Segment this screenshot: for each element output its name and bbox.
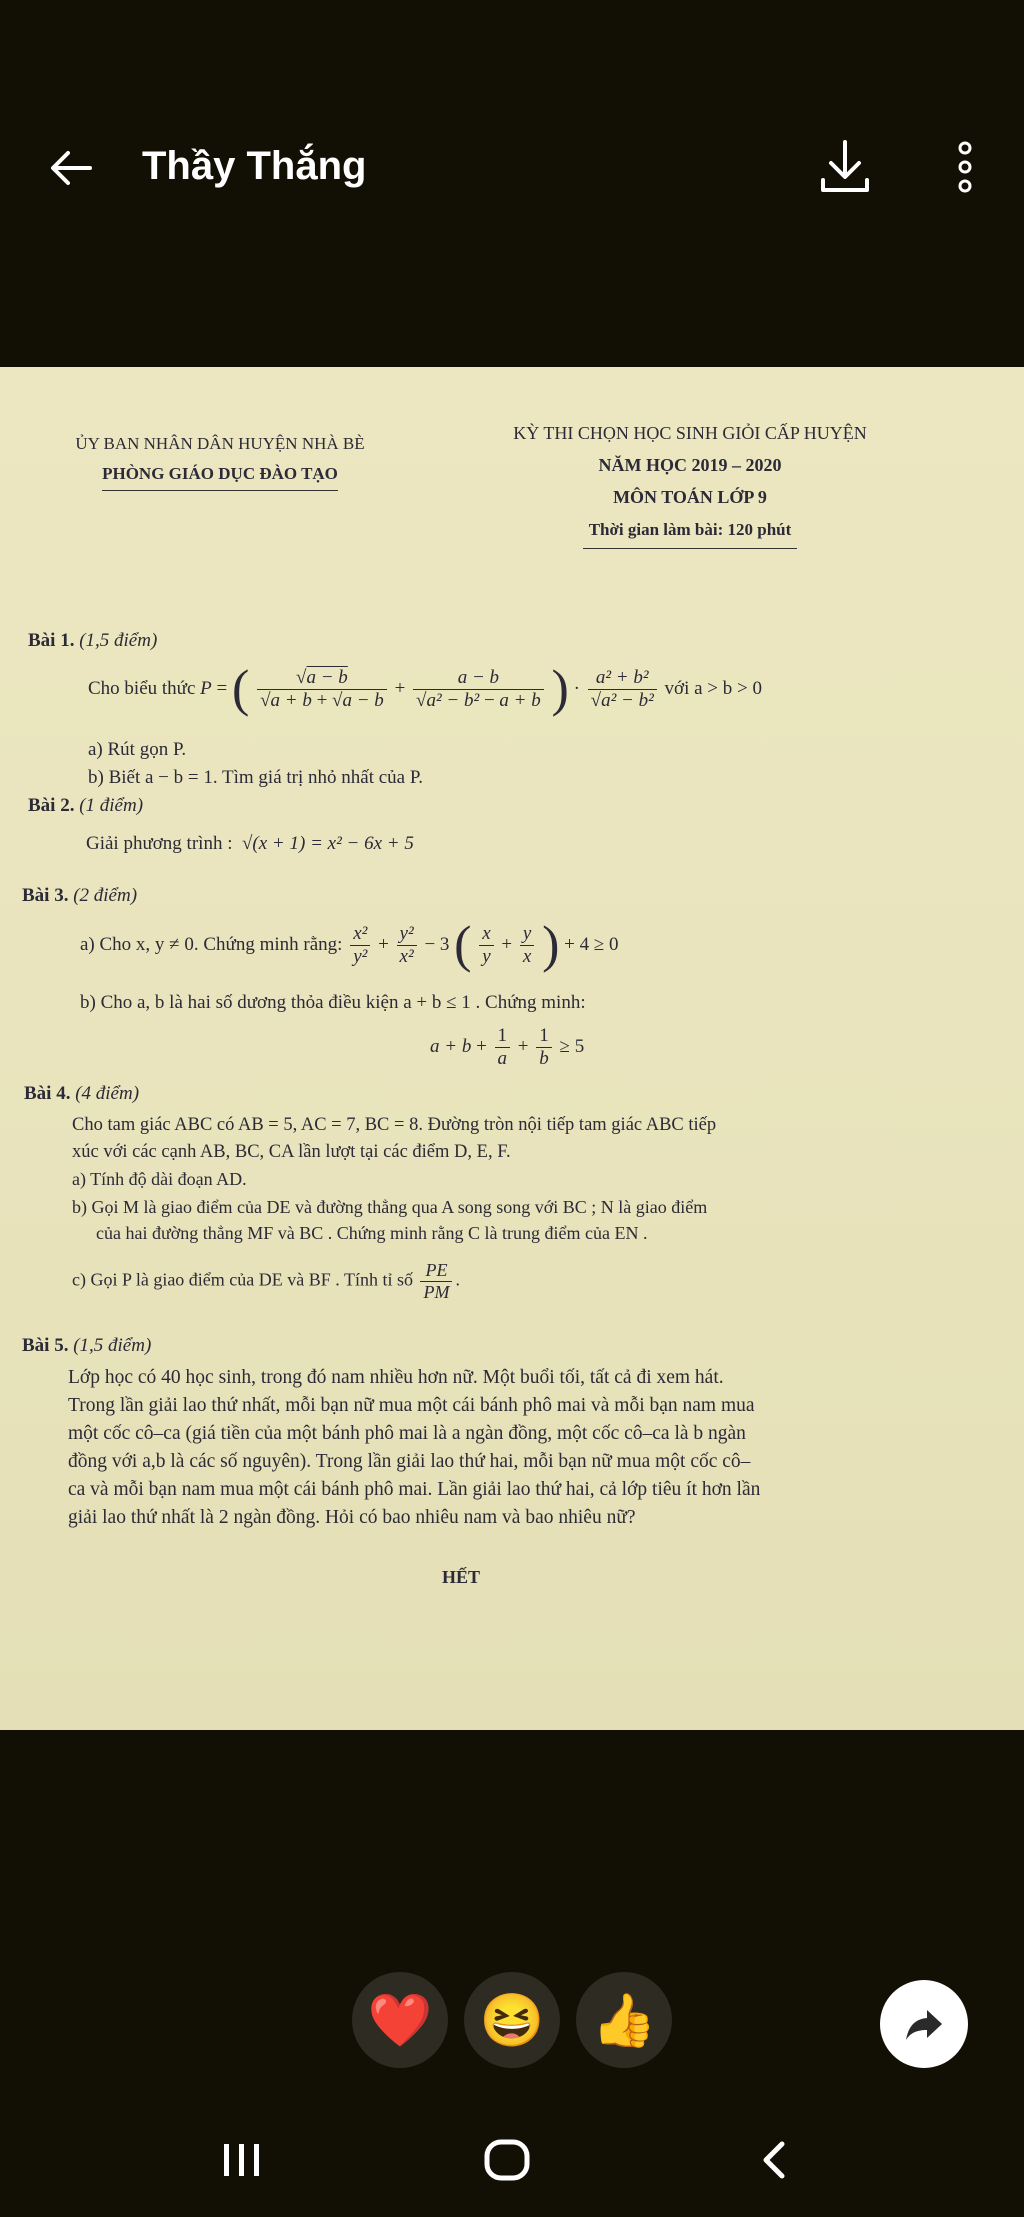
document-image[interactable] [0,367,1024,1730]
nav-back-button[interactable] [756,2130,792,2190]
home-button[interactable] [482,2130,532,2190]
home-icon [482,2130,532,2190]
subject: MÔN TOÁN LỚP 9 [613,487,767,507]
back-button[interactable] [44,140,100,196]
app-bar [0,0,1024,365]
bai5-line-1: Lớp học có 40 học sinh, trong đó nam nhiều hơn nữ. Một buổi tối, tất cả đi xem hát. [68,1367,724,1388]
reaction-laugh-button[interactable] [464,1972,560,2068]
document-header-right [430,417,950,549]
download-button[interactable] [815,136,875,200]
page-title: Thầy Thắng [142,144,367,188]
bai5-line-2: Trong lần giải lao thứ nhất, mỗi bạn nữ mua một cái bánh phô mai và mỗi bạn nam mua [68,1395,755,1416]
share-arrow-icon [900,2000,948,2048]
heart-icon: ❤️ [367,1991,433,2050]
arrow-left-icon [44,140,100,196]
bai3-heading: Bài 3. (2 điểm) [22,885,138,906]
bai4-intro-2: xúc với các cạnh AB, BC, CA lần lượt tại các điểm D, E, F. [72,1142,511,1162]
exam-title: KỲ THI CHỌN HỌC SINH GIỎI CẤP HUYỆN [513,423,867,443]
bai4-part-c: c) Gọi P là giao điểm của DE và BF . Tính tỉ số $\frac{PE}{PM}$ . [72,1260,460,1302]
bai4-intro-1: Cho tam giác ABC có AB = 5, AC = 7, BC = 8. Đường tròn nội tiếp tam giác ABC tiếp [72,1115,717,1135]
bai5-line-4: đồng với a,b là các số nguyên). Trong lần giải lao thứ hai, mỗi bạn nữ mua một cốc cô– [68,1451,751,1472]
reaction-heart-button[interactable] [352,1972,448,2068]
bai3-part-b: b) Cho a, b là hai số dương thỏa điều kiện a + b ≤ 1 . Chứng minh: [80,992,586,1013]
download-icon [815,136,875,200]
department-name: PHÒNG GIÁO DỤC ĐÀO TẠO [102,459,338,491]
bai1-part-b: b) Biết a − b = 1. Tìm giá trị nhỏ nhất của P. [88,767,424,788]
bai4-part-a: a) Tính độ dài đoạn AD. [72,1169,247,1189]
end-marker: HẾT [442,1567,481,1587]
chevron-left-icon [756,2130,792,2190]
bai4-part-b-1: b) Gọi M là giao điểm của DE và đường thẳng qua A song song với BC ; N là giao điểm [72,1197,708,1217]
authority-name: ỦY BAN NHÂN DÂN HUYỆN NHÀ BÈ [75,434,365,453]
share-button[interactable] [880,1980,968,2068]
bai5-line-3: một cốc cô–ca (giá tiền của một bánh phô mai là a ngàn đồng, một cốc cô–ca là b ngàn [68,1423,746,1444]
laugh-icon: 😆 [479,1991,545,2050]
bai4-part-b-2: của hai đường thẳng MF và BC . Chứng minh rằng C là trung điểm của EN . [96,1223,648,1243]
bai1-part-a: a) Rút gọn P. [88,739,187,760]
more-vertical-icon [950,136,980,200]
school-year: NĂM HỌC 2019 – 2020 [598,455,782,475]
bai5-line-6: giải lao thứ nhất là 2 ngàn đồng. Hỏi có bao nhiêu nam và bao nhiêu nữ? [68,1507,636,1528]
thumbs-up-icon: 👍 [591,1991,657,2050]
document-header-left [30,429,410,491]
bai2-heading: Bài 2. (1 điểm) [28,795,144,816]
bai1-expression: Cho biểu thức P = ( $\frac{√a - b}{√a + b + √a - b}$ + $\frac{a - b}{\text{√a² − b² − a + b}}$ ) · $\frac{\text{a² + b²}}{\text{√a² − b²}}$ với a > b > 0 [88,660,762,718]
bai4-heading: Bài 4. (4 điểm) [24,1083,140,1104]
bai1-heading: Bài 1. (1,5 điểm) [28,630,158,651]
bai3-part-a: a) Cho x, y ≠ 0. Chứng minh rằng: $\frac{\text{x²}}{\text{y²}}$ + $\frac{\text{y²}}{\text{x²}}$ − 3 ( $\frac{x}{y}$ + $\frac{y}{x}$ ) + 4 ≥ 0 [80,916,619,974]
bai2-equation: Giải phương trình : √(x + 1) = x² − 6x + 5 [86,833,414,854]
more-options-button[interactable] [950,136,980,200]
recent-apps-icon [220,2130,264,2190]
bai5-line-5: ca và mỗi bạn nam mua một cái bánh phô mai. Lần giải lao thứ hai, cả lớp tiêu ít hơn lần [68,1479,761,1500]
bai5-heading: Bài 5. (1,5 điểm) [22,1335,152,1356]
reaction-thumbs-up-button[interactable] [576,1972,672,2068]
bai3-inequality: a + b + $\frac{1}{a}$ + $\frac{1}{b}$ ≥ 5 [430,1025,585,1069]
recent-apps-button[interactable] [220,2130,264,2190]
time-limit: Thời gian làm bài: 120 phút [583,514,798,549]
